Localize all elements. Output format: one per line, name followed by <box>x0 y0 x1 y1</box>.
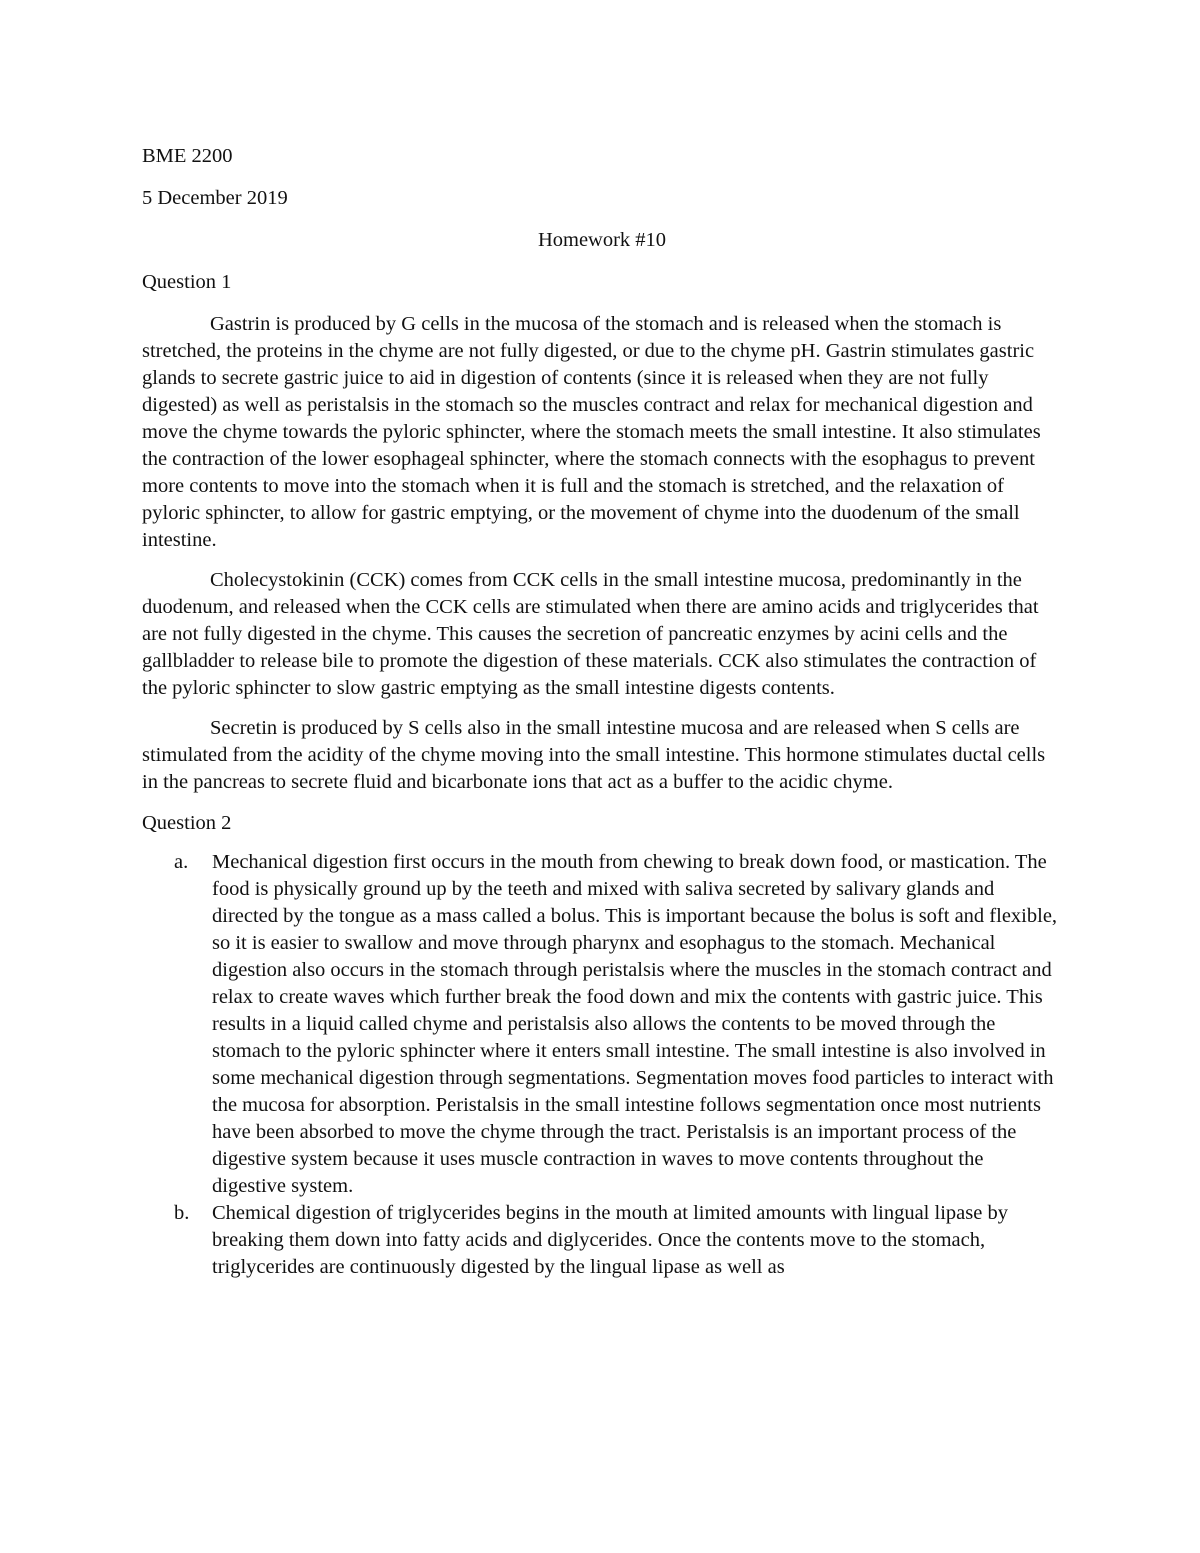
list-marker: a. <box>174 851 189 873</box>
document-title: Homework #10 <box>537 229 667 251</box>
course-name: BME 2200 <box>142 145 233 167</box>
question-1-heading: Question 1 <box>142 271 232 293</box>
secretin-paragraph: Secretin is produced by S cells also in the small intestine mucosa and are released when S cells are stimulated from the acidity of the chyme moving into the small intestine. This hormone stimulates ductal cells in the pancreas to secrete fluid and bicarbonate ions that act as a buffer to the acidic chyme. <box>142 717 1046 793</box>
gastrin-paragraph: Gastrin is produced by G cells in the mucosa of the stomach and is released when the stomach is stretched, the proteins in the chyme are not fully digested, or due to the chyme pH. Gastrin stimulates gastric glands to secrete gastric juice to aid in digestion of contents (since it is released when they are not fully digested) as well as peristalsis in the stomach so the muscles contract and relax for mechanical digestion and move the chyme towards the pyloric sphincter, where the stomach meets the small intestine. It also stimulates the contraction of the lower esophageal sphincter, where the stomach connects with the esophagus to prevent more contents to move into the stomach when it is full and the stomach is stretched, and the relaxation of pyloric sphincter, to allow for gastric emptying, or the movement of chyme into the duodenum of the small intestine. <box>142 313 1041 551</box>
list-item <box>142 849 1062 1200</box>
cck-paragraph: Cholecystokinin (CCK) comes from CCK cells in the small intestine mucosa, predominantly in the duodenum, and released when the CCK cells are stimulated when there are amino acids and triglycerides that are not fully digested in the chyme. This causes the secretion of pancreatic enzymes by acini cells and the gallbladder to release bile to promote the digestion of these materials. CCK also stimulates the contraction of the pyloric sphincter to slow gastric emptying as the small intestine digests contents. <box>142 569 1039 699</box>
chemical-digestion-text: Chemical digestion of triglycerides begins in the mouth at limited amounts with lingual lipase by breaking them down into fatty acids and diglycerides. Once the contents move to the stomach, triglycerides are continuously digested by the lingual lipase as well as <box>212 1202 1008 1278</box>
list-marker: b. <box>174 1202 190 1224</box>
mechanical-digestion-text: Mechanical digestion first occurs in the mouth from chewing to break down food, or mastication. The food is physically ground up by the teeth and mixed with saliva secreted by salivary glands and directed by the tongue as a mass called a bolus. This is important because the bolus is soft and flexible, so it is easier to swallow and move through pharynx and esophagus to the stomach. Mechanical digestion also occurs in the stomach through peristalsis where the muscles in the stomach contract and relax to create waves which further break the food down and mix the contents with gastric juice. This results in a liquid called chyme and peristalsis also allows the contents to be moved through the stomach to the pyloric sphincter where it enters small intestine. The small intestine is also involved in some mechanical digestion through segmentations. Segmentation moves food particles to interact with the mucosa for absorption. Peristalsis in the small intestine follows segmentation once most nutrients have been absorbed to move the chyme through the tract. Peristalsis is an important process of the digestive system because it uses muscle contraction in waves to move contents throughout the digestive system. <box>212 851 1058 1197</box>
document-body <box>142 143 1062 1281</box>
question-2-list <box>142 849 1062 1281</box>
list-item <box>142 1200 1062 1281</box>
question-2-heading: Question 2 <box>142 812 232 834</box>
document-date: 5 December 2019 <box>142 187 288 209</box>
